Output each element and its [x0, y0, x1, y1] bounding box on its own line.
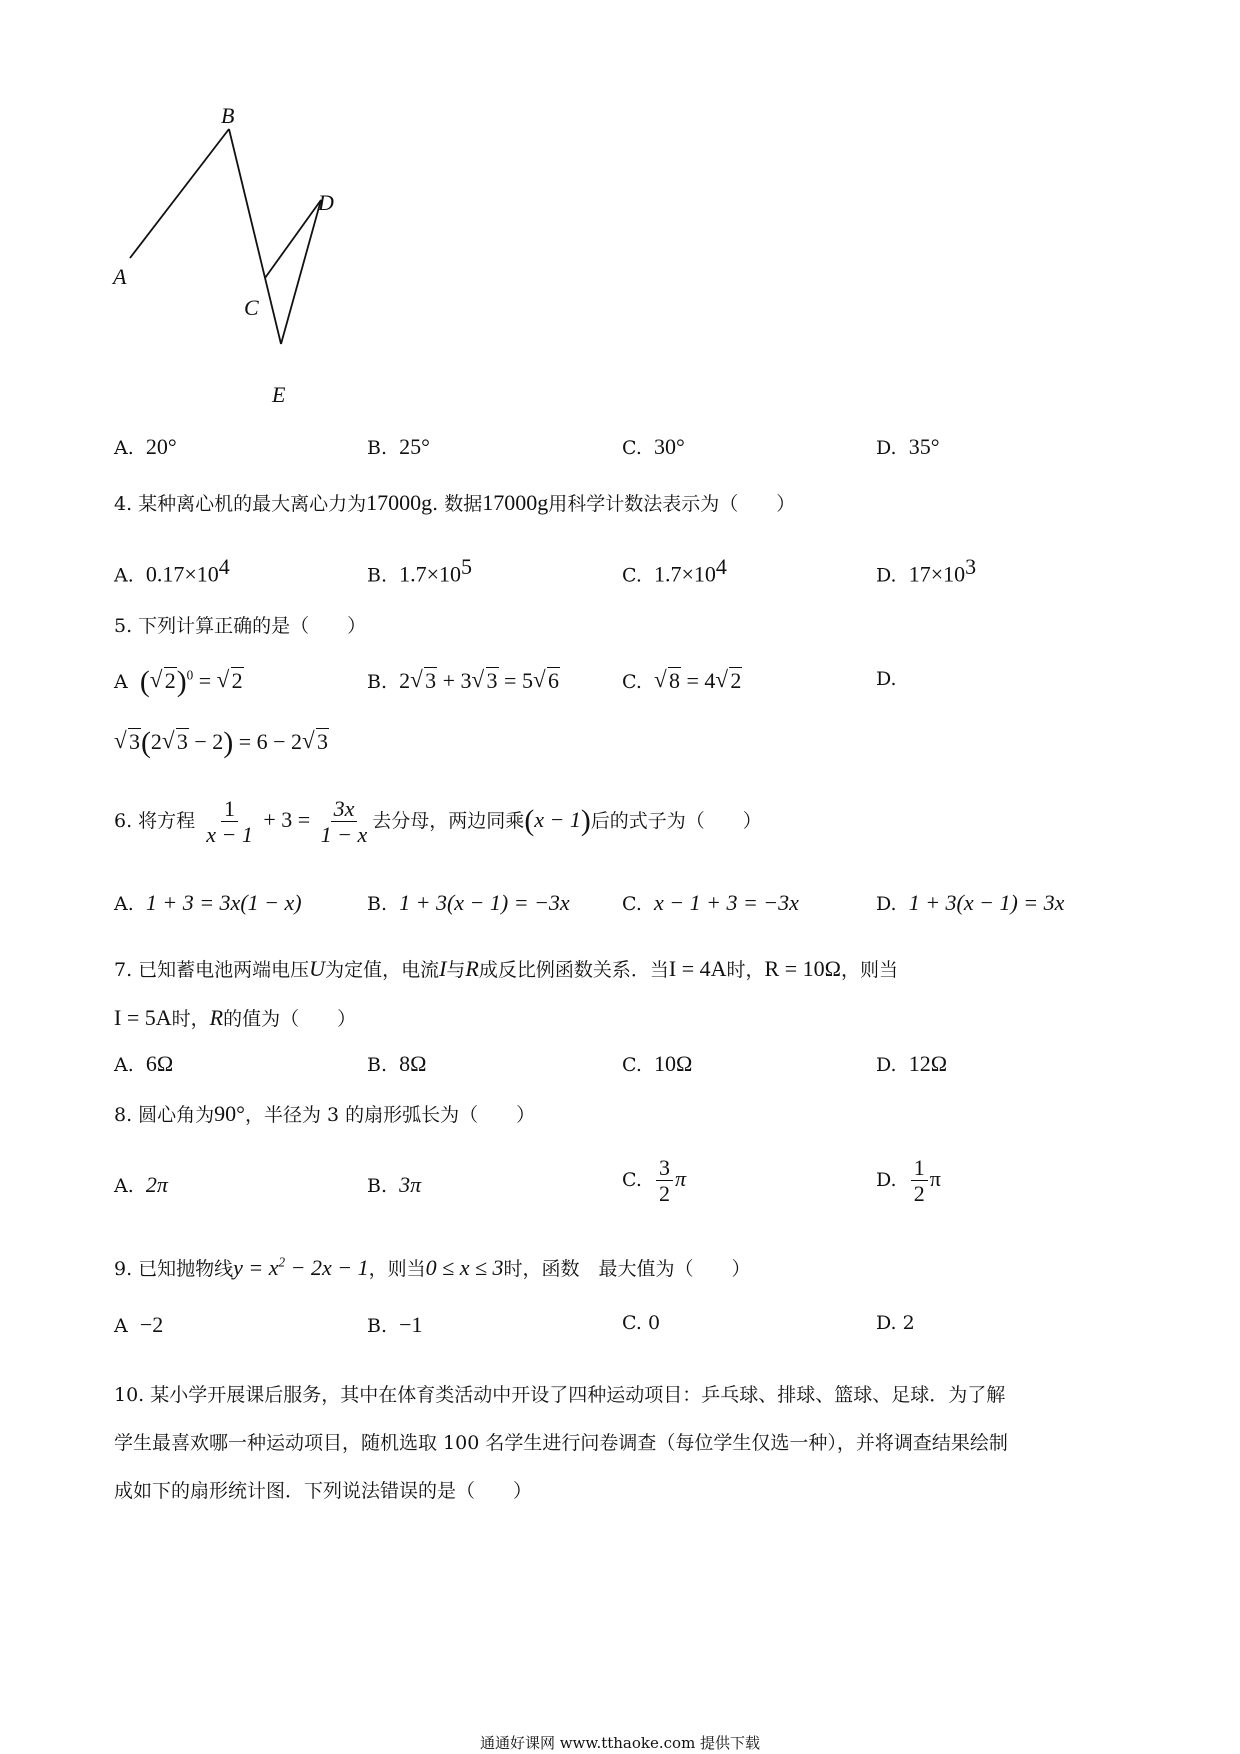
q8-option-a: A. 2π [114, 1172, 168, 1197]
q6-option-a: A. 1 + 3 = 3x(1 − x) [114, 890, 302, 915]
q6-option-c: C. x − 1 + 3 = −3x [622, 890, 799, 915]
q7-stem-line1: 7. 已知蓄电池两端电压U为定值，电流I与R成反比例函数关系．当I = 4A时，R = 10Ω，则当 [114, 956, 898, 981]
segment-de [281, 200, 321, 344]
point-label-e: E [272, 382, 286, 407]
q3-option-d: D. 35° [876, 434, 940, 459]
page-footer: 通通好课网 www.tthaoke.com 提供下载 [479, 1734, 761, 1752]
q9-option-d: D. 2 [876, 1312, 915, 1334]
q8-option-d: D. $\frac{1}{2}$ π [876, 1155, 941, 1207]
q9-option-a: A −2 [114, 1312, 164, 1337]
q5-option-b: B. 2√ 3 + 3√ 3 = 5√ 6 [367, 668, 560, 694]
q10-stem-line3: 成如下的扇形统计图．下列说法错误的是（ ） [114, 1480, 533, 1502]
geometry-figure [100, 95, 360, 415]
q6-option-b: B. 1 + 3(x − 1) = −3x [367, 890, 570, 915]
q8-stem: 8. 圆心角为90°，半径为 3 的扇形弧长为（ ） [114, 1101, 536, 1126]
q4-stem: 4. 某种离心机的最大离心力为17000g. 数据17000g用科学计数法表示为（ ） [114, 490, 796, 515]
point-label-a: A [113, 264, 127, 289]
q9-stem: 9. 已知抛物线$y = x^2 - 2x - 1$，则当0 ≤ x ≤ 3时，函数 最大值为（ ） [114, 1254, 751, 1280]
q7-option-a: A. 6Ω [114, 1051, 174, 1076]
q8-option-c: C. $\frac{3}{2}$ π [622, 1155, 687, 1207]
point-label-b: B [221, 103, 235, 128]
q4-option-d: D. $17\times 10^3$ [876, 554, 977, 587]
q4-option-c: C. $1.7\times 10^4$ [622, 554, 727, 587]
q5-stem: 5. 下列计算正确的是（ ） [114, 615, 367, 637]
q3-option-b: B. 25° [367, 434, 430, 459]
point-label-d: D [318, 190, 334, 215]
q10-stem-line2: 学生最喜欢哪一种运动项目，随机选取 100 名学生进行问卷调查（每位学生仅选一种），并将调查结果绘制 [114, 1432, 1008, 1454]
q6-stem: 6. 将方程 $\frac{1}{x - 1}$ + 3 = $\frac{3x}{1 - x}$ 去分母，两边同乘(x − 1)后的式子为（ ） [114, 796, 762, 848]
q4-option-a: A. $0.17\times 10^4$ [114, 554, 230, 587]
q7-option-c: C. 10Ω [622, 1051, 693, 1076]
q9-option-b: B. −1 [367, 1312, 423, 1337]
point-label-c: C [244, 295, 259, 320]
segment-cd [265, 200, 321, 278]
q5-option-a: A (√ 2)$^0$ = √ 2 [114, 666, 244, 699]
q8-option-b: B. 3π [367, 1172, 422, 1197]
q4-option-b: B. $1.7\times 10^5$ [367, 554, 473, 587]
segment-ab [130, 129, 229, 258]
q5-option-d: D. [876, 668, 897, 690]
q6-option-d: D. 1 + 3(x − 1) = 3x [876, 890, 1065, 915]
q7-option-d: D. 12Ω [876, 1051, 948, 1076]
q5-option-d-expression: √ 3(2√ 3 − 2) = 6 − 2√ 3 [114, 727, 329, 760]
q7-stem-line2: I = 5A时，R的值为（ ） [114, 1005, 357, 1030]
q5-option-c: C. √ 8 = 4√ 2 [622, 668, 742, 694]
q9-option-c: C. 0 [622, 1312, 661, 1334]
q10-stem-line1: 10. 某小学开展课后服务，其中在体育类活动中开设了四种运动项目：乒乓球、排球、篮球、足球．为了解 [114, 1384, 1006, 1406]
q3-option-c: C. 30° [622, 434, 685, 459]
q7-option-b: B. 8Ω [367, 1051, 427, 1076]
q3-option-a: A. 20° [114, 434, 177, 459]
